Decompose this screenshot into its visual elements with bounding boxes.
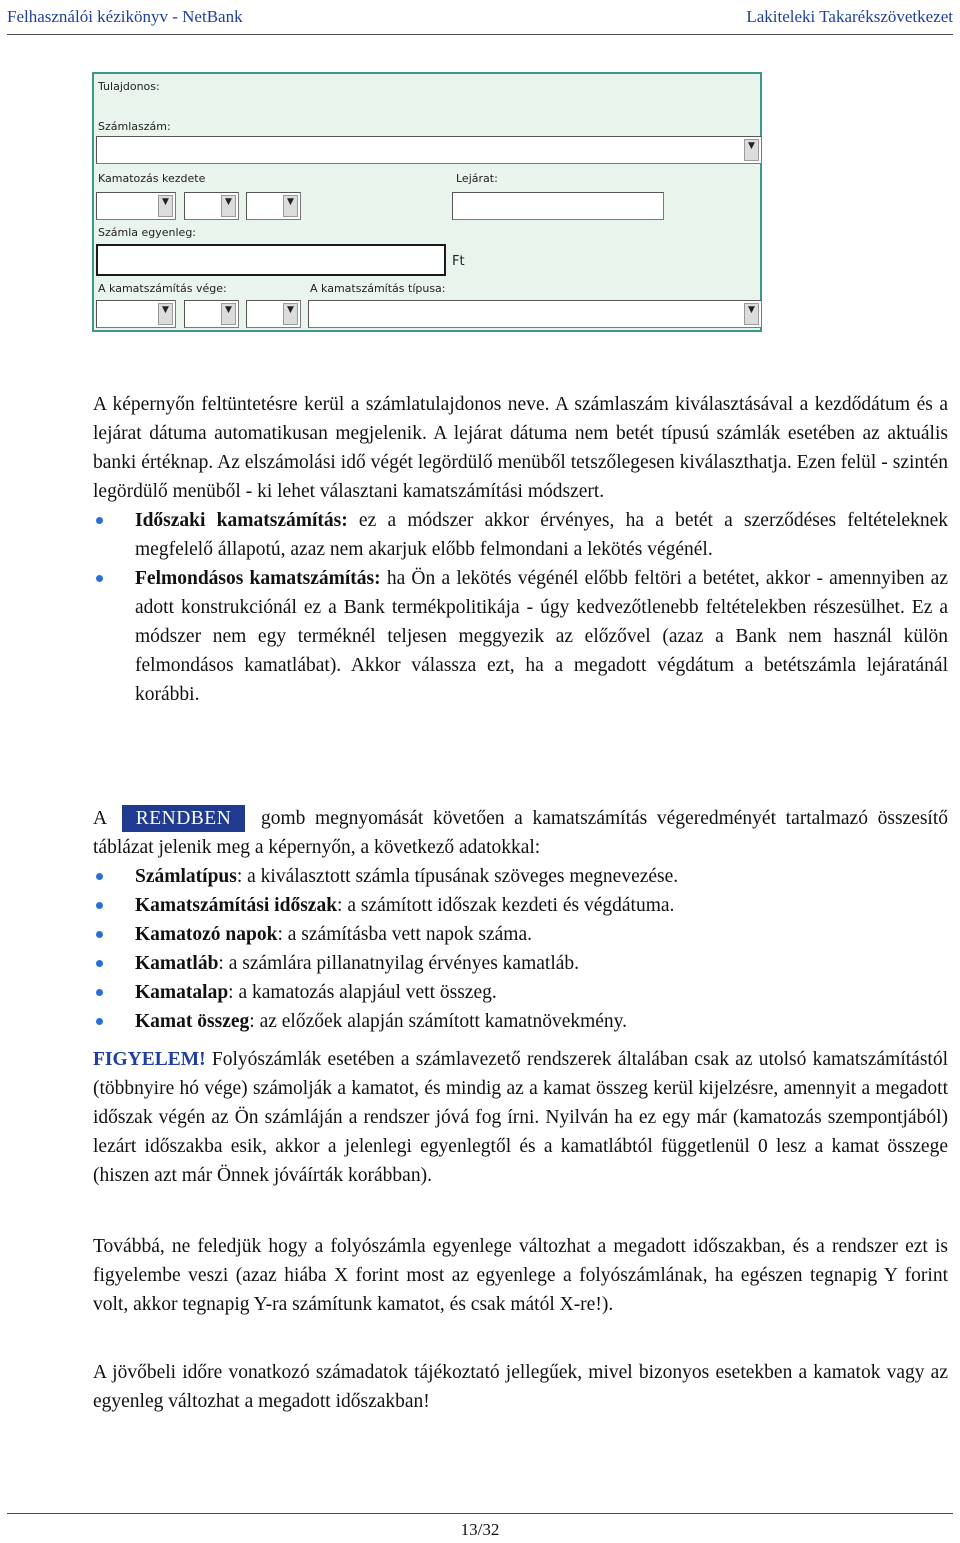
list-item xyxy=(93,978,948,1007)
warning-text: Folyószámlák esetében a számlavezető rendszerek általában csak az utolsó kamatszámítástól (többnyire hó vége) számolják a kamatot, és mindig az a kamat összeg kerül kijelzésre, amennyit a megadott időszak végén az Ön számláján a rendszer jóvá fog írni. Nyilván ha ez egy már (kamatozás szempontjából) lezárt időszakba esik, akkor a jelenlegi egyenlegtől és a kamatlábtól függetlenül 0 lesz a kamat összege (hiszen azt már Önnek jóváírták korábban). xyxy=(93,1049,948,1186)
field-text: : a kamatozás alapjául vett összeg. xyxy=(228,982,497,1003)
method-term: Felmondásos kamatszámítás: xyxy=(135,568,381,589)
header-bank-name: Lakiteleki Takarékszövetkezet xyxy=(746,7,953,26)
disclaimer-paragraph: A jövőbeli időre vonatkozó számadatok tájékoztató jellegűek, mivel bizonyos esetekben a kamatok vagy az egyenleg változhat a megadott időszakban! xyxy=(93,1362,948,1412)
balance-note-section xyxy=(93,1232,948,1319)
warning-label: FIGYELEM! xyxy=(93,1049,206,1070)
method-list xyxy=(93,506,948,709)
field-term: Kamatalap xyxy=(135,982,229,1003)
rendben-button: RENDBEN xyxy=(122,805,246,832)
result-paragraph xyxy=(93,804,948,862)
start-year-select[interactable] xyxy=(96,192,176,220)
method-text: ez a módszer akkor érvényes, ha a betét a szerződéses feltételeknek megfelelő állapotú, azaz nem akarjuk előbb felmondani a lekötés végénél. xyxy=(135,510,948,560)
start-month-select[interactable] xyxy=(184,192,239,220)
chevron-down-icon: ▼ xyxy=(744,303,759,325)
chevron-down-icon: ▼ xyxy=(158,195,173,217)
result-field-list xyxy=(93,862,948,1036)
result-section xyxy=(93,804,948,1036)
list-item xyxy=(93,564,948,709)
warning-section xyxy=(93,1045,948,1190)
field-text: : a kiválasztott számla típusának szöveges megnevezése. xyxy=(236,866,679,887)
field-term: Kamatláb xyxy=(135,953,219,974)
maturity-label: Lejárat: xyxy=(456,172,498,185)
maturity-field xyxy=(452,192,664,220)
chevron-down-icon: ▼ xyxy=(283,303,298,325)
end-day-select[interactable] xyxy=(246,300,301,328)
end-month-select[interactable] xyxy=(184,300,239,328)
page-number: 13/32 xyxy=(460,1520,500,1539)
currency-label: Ft xyxy=(452,254,465,269)
field-term: Számlatípus xyxy=(135,866,237,887)
chevron-down-icon: ▼ xyxy=(744,139,759,161)
calc-end-label: A kamatszámítás vége: xyxy=(98,282,227,295)
list-item xyxy=(93,920,948,949)
balance-field xyxy=(96,244,446,276)
field-term: Kamat összeg xyxy=(135,1011,250,1032)
field-text: : a számlára pillanatnyilag érvényes kamatláb. xyxy=(218,953,580,974)
list-item xyxy=(93,949,948,978)
method-term: Időszaki kamatszámítás: xyxy=(135,510,348,531)
list-item xyxy=(93,1007,948,1036)
chevron-down-icon: ▼ xyxy=(221,195,236,217)
chevron-down-icon: ▼ xyxy=(158,303,173,325)
start-day-select[interactable] xyxy=(246,192,301,220)
footer-divider xyxy=(7,1513,953,1514)
result-post: gomb megnyomását követően a kamatszámítás végeredményét tartalmazó összesítő táblázat jelenik meg a képernyőn, a következő adatokkal: xyxy=(93,808,949,858)
calc-type-select[interactable] xyxy=(308,300,762,328)
account-label: Számlaszám: xyxy=(98,120,171,133)
end-year-select[interactable] xyxy=(96,300,176,328)
header-divider xyxy=(7,34,953,35)
method-text: ha Ön a lekötés végénél előbb feltöri a betétet, akkor - amennyiben az adott konstrukciónál ez a Bank termékpolitikája - úgy kedvezőtlenebb feltételekben részesülhet. Ez a módszer nem egy terméknél teljesen meggyezik az előzővel (azaz a Bank nem használ külön felmondásos kamatlábat). Akkor válassza ezt, ha a megadott végdátum a betétszámla lejáratánál korábbi. xyxy=(135,568,948,705)
balance-note-paragraph: Továbbá, ne feledjük hogy a folyószámla egyenlege változhat a megadott időszakban, és a rendszer ezt is figyelembe veszi (azaz hiába X forint most az egyenlege a folyószámlának, ha egészen tegnapig Y forint volt, akkor tegnapig Y-ra számítunk kamatot, és csak mától X-re!). xyxy=(93,1236,948,1315)
page-header xyxy=(0,0,960,36)
list-item xyxy=(93,506,948,564)
list-item xyxy=(93,891,948,920)
balance-label: Számla egyenleg: xyxy=(98,226,197,239)
field-term: Kamatozó napok xyxy=(135,924,278,945)
field-text: : a számított időszak kezdeti és végdátuma. xyxy=(337,895,675,916)
intro-section xyxy=(93,390,948,709)
chevron-down-icon: ▼ xyxy=(221,303,236,325)
account-select[interactable] xyxy=(96,136,762,164)
field-term: Kamatszámítási időszak xyxy=(135,895,338,916)
warning-paragraph xyxy=(93,1045,948,1190)
field-text: : a számításba vett napok száma. xyxy=(277,924,532,945)
calc-type-label: A kamatszámítás típusa: xyxy=(310,282,446,295)
interest-calculator-form-screenshot xyxy=(92,72,762,332)
header-manual-title: Felhasználói kézikönyv - NetBank xyxy=(7,7,243,26)
result-pre: A xyxy=(93,808,107,829)
list-item xyxy=(93,862,948,891)
field-text: : az előzőek alapján számított kamatnövekmény. xyxy=(249,1011,628,1032)
disclaimer-section xyxy=(93,1358,948,1416)
interest-start-label: Kamatozás kezdete xyxy=(98,172,206,185)
owner-label: Tulajdonos: xyxy=(98,80,160,93)
intro-paragraph: A képernyőn feltüntetésre kerül a számlatulajdonos neve. A számlaszám kiválasztásával a kezdődátum és a lejárat dátuma automatikusan megjelenik. A lejárat dátuma nem betét típusú számlák esetében az aktuális banki értéknap. Az elszámolási idő végét legördülő menüből tetszőlegesen kiválaszthatja. Ezen felül - szintén legördülő menüből - ki lehet választani kamatszámítási módszert. xyxy=(93,394,948,502)
chevron-down-icon: ▼ xyxy=(283,195,298,217)
